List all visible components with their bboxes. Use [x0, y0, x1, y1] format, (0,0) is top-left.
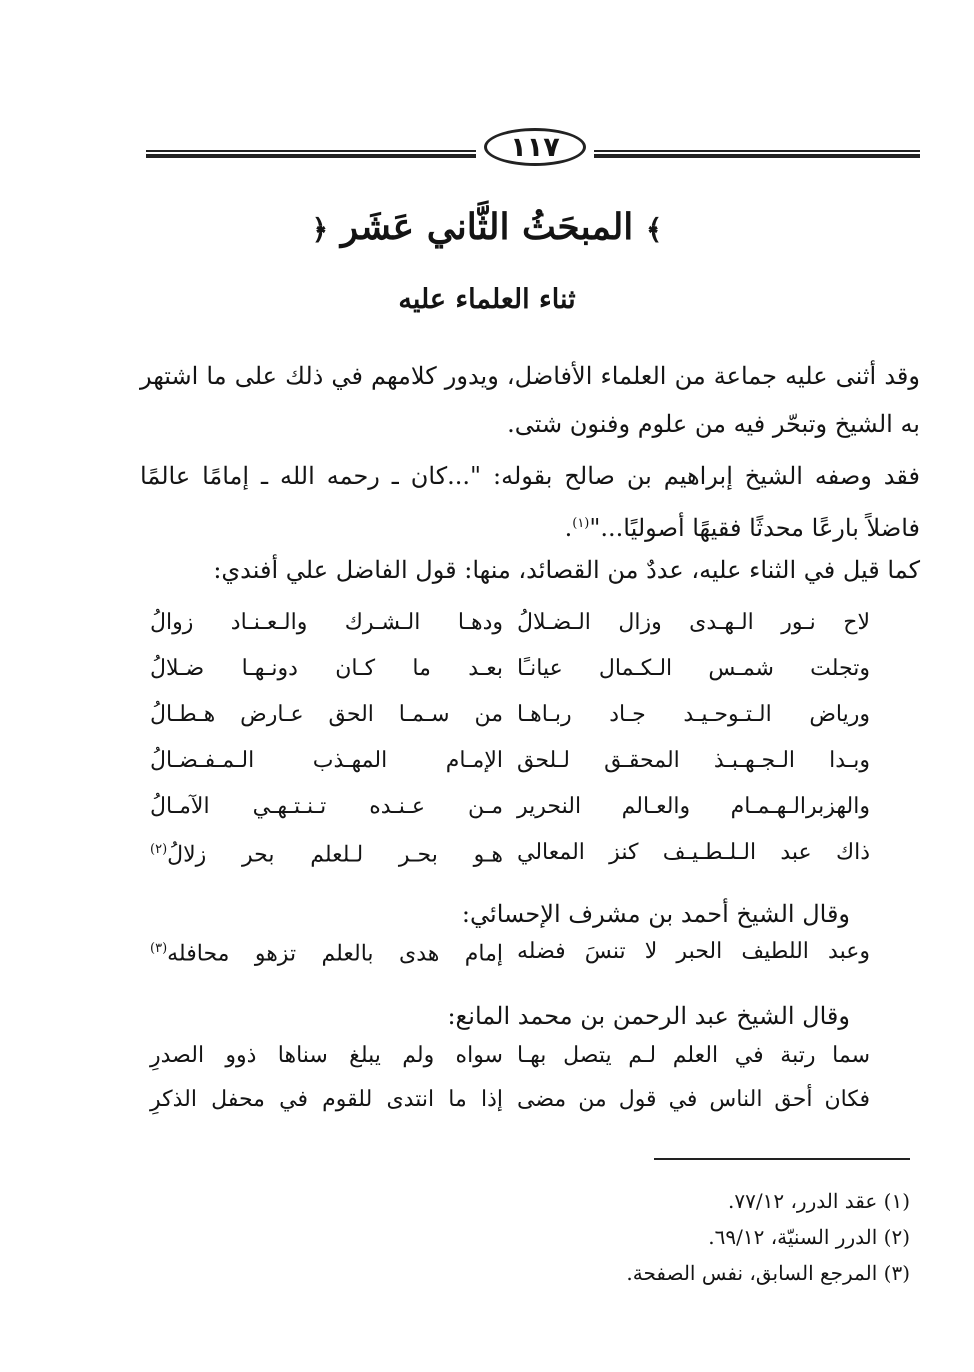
page-number: ١١٧ [484, 128, 586, 166]
paragraph-quote [140, 452, 920, 552]
verse-first-hemistich: فكان أحق الناس في قول من مضى [517, 1087, 870, 1112]
footnote-ref: (٢) [150, 842, 168, 858]
verse-line [150, 600, 870, 646]
verse-line [150, 738, 870, 784]
verse-line [150, 784, 870, 830]
section-title-text: المبحَثُ الثَّاني عَشَر [340, 206, 634, 248]
verse-second-text: ودهـا الـشـرك والـعـنـاد زوالُ [150, 610, 503, 635]
verse-second-hemistich [150, 784, 503, 830]
verse-second-text: إذا ما انتدى للقوم في محفل الذكرِ [150, 1087, 503, 1112]
section-subtitle: ثناء العلماء عليه [398, 284, 576, 315]
verse-second-hemistich [150, 827, 503, 878]
verse-first-hemistich: ورياض الـتـوحـيـد جـاد ربـاهـا [517, 702, 870, 727]
verse-second-text: الإمـام المهـذب الـمـفـضـالُ [150, 748, 503, 773]
verse-first-hemistich: لاح نـور الـهـدى وزال الـضـلالُ [517, 610, 870, 635]
footnote-item: (٢) الدرر السنيّة، ٦٩/١٢. [708, 1225, 910, 1249]
title-ornament-right: ﴾ [645, 213, 663, 246]
verse-second-hemistich [150, 692, 503, 738]
poem-3 [150, 1034, 870, 1122]
footnote-separator [654, 1158, 910, 1160]
verse-first-hemistich: ذاك عبد الـلـطـيـف كنز المعالي [517, 840, 870, 865]
title-ornament-left: ﴿ [311, 213, 329, 246]
section-title [100, 206, 874, 248]
quote-text: فقد وصفه الشيخ إبراهيم بن صالح بقوله: "...كان ـ رحمه الله ـ إمامًا عالمًا فاضلاً بارعًا محدثًا فقيهًا أصوليًا..." [140, 462, 920, 542]
poem-1 [150, 600, 870, 876]
verse-second-text: مـن عـنـده تـنـتـهـي الآمـالُ [150, 794, 503, 819]
verse-second-text: سواه ولم يبلغ سناها ذوو الصدرِ [150, 1043, 503, 1068]
poem-2-intro: وقال الشيخ أحمد بن مشرف الإحسائي: [461, 900, 850, 928]
verse-first-hemistich: والهزبرالـهـمـام والعـالم النحرير [517, 794, 870, 819]
verse-line [150, 830, 870, 876]
verse-second-text: إمام هدى بالعلم تزهو محافله [167, 941, 503, 967]
verse-second-hemistich [150, 1077, 503, 1123]
header-rule-right [594, 150, 920, 159]
verse-first-hemistich: وبـدا الـجـهـبـذ المحقـق لـلحق [517, 748, 870, 773]
paragraph-poems-intro: كما قيل في الثناء عليه، عددٌ من القصائد، منها: قول الفاضل علي أفندي: [213, 556, 920, 584]
verse-second-hemistich [150, 600, 503, 646]
verse-second-hemistich [150, 646, 503, 692]
poem-3-intro: وقال الشيخ عبد الرحمن بن محمد المانع: [447, 1002, 850, 1030]
verse-line [150, 1034, 870, 1078]
verse-first-hemistich: سما رتبة في العلم لـم يتصل بهـا [517, 1043, 870, 1068]
footnotes [400, 1184, 910, 1292]
header-rule-left [146, 150, 476, 159]
footnote-item: (٣) المرجع السابق، نفس الصفحة. [626, 1261, 910, 1285]
footnote-item: (١) عقد الدرر، ٧٧/١٢. [728, 1189, 910, 1213]
verse-second-text: هـو بحـر لـلعلم بحر زلالُ [167, 842, 503, 868]
verse-first-hemistich: وعبد اللطيف الحبر لا تنسَ فضله [517, 939, 870, 964]
verse-second-hemistich [150, 1033, 503, 1079]
verse-second-text: بعـد ما كـان دونـهـا ضـلالُ [150, 656, 503, 681]
verse-line [150, 692, 870, 738]
paragraph-intro: وقد أثنى عليه جماعة من العلماء الأفاضل، ويدور كلامهم في ذلك على ما اشتهر به الشيخ وتبحّر فيه من علوم وفنون شتى. [140, 362, 920, 438]
verse-line [150, 930, 870, 974]
verse-line [150, 1078, 870, 1122]
quote-end: . [564, 514, 573, 542]
verse-second-text: من سـمـا الحق عـارض هـطـالُ [150, 702, 503, 727]
verse-second-hemistich [150, 926, 503, 977]
footnote-ref: (٣) [150, 941, 168, 957]
verse-line [150, 646, 870, 692]
verse-second-hemistich [150, 738, 503, 784]
verse-first-hemistich: وتجلت شمـس الـكـمال عيانـًا [517, 656, 870, 681]
footnote-ref-1: (١) [572, 516, 590, 531]
poem-2 [150, 930, 870, 974]
